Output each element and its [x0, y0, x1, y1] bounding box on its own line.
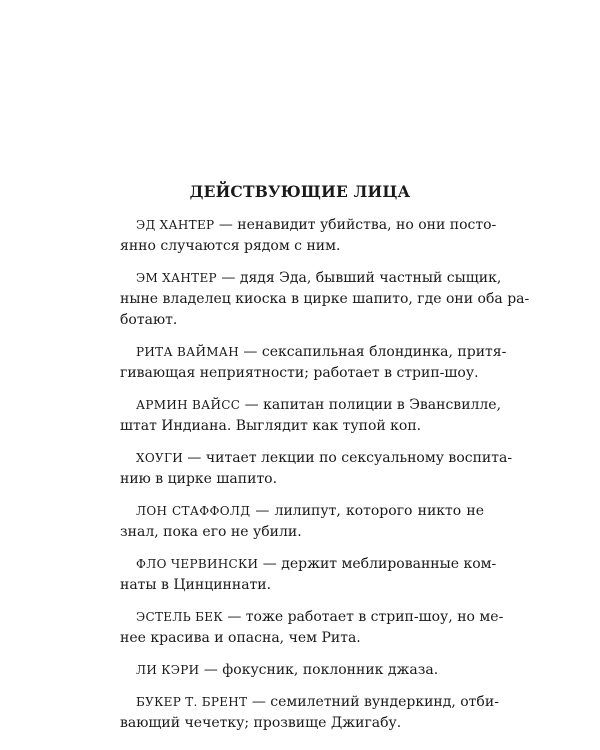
- character-description: ныне владелец киоска в цирке шапито, где они оба ра-: [120, 291, 530, 307]
- character-name: ЭСТЕЛЬ БЕК: [136, 610, 223, 624]
- character-description: наты в Цинциннати.: [120, 577, 272, 593]
- character-description: янно случаются рядом с ним.: [120, 238, 341, 254]
- character-entry: [120, 342, 507, 384]
- character-name: БУКЕР Т. БРЕНТ: [136, 695, 248, 709]
- character-description: — фокусник, поклонник джаза.: [199, 662, 439, 678]
- page-title: ДЕЙСТВУЮЩИЕ ЛИЦА: [189, 182, 411, 201]
- character-name: ЭМ ХАНТЕР: [136, 271, 217, 285]
- character-description: — дядя Эда, бывший частный сыщик,: [216, 270, 502, 286]
- character-entry: [120, 215, 497, 257]
- character-description: нию в цирке шапито.: [120, 471, 278, 487]
- character-description: штат Индиана. Выглядит как тупой коп.: [120, 418, 422, 434]
- character-list: [120, 215, 530, 745]
- character-entry: [120, 501, 484, 543]
- character-entry: [120, 395, 502, 437]
- character-description: — лилипут, которого никто не: [250, 503, 484, 519]
- character-description: — тоже работает в стрип-шоу, но ме-: [222, 609, 504, 625]
- character-entry: [120, 692, 499, 734]
- character-entry: [120, 448, 513, 490]
- character-name: РИТА ВАЙМАН: [136, 345, 239, 359]
- character-description: вающий чечетку; прозвище Джигабу.: [120, 715, 402, 731]
- character-description: — ненавидит убийства, но они посто-: [214, 217, 497, 233]
- character-name: ЛОН СТАФФОЛД: [136, 504, 251, 518]
- character-description: — держит меблированные ком-: [258, 556, 497, 572]
- character-description: — сексапильная блондинка, притя-: [238, 344, 507, 360]
- character-entry: [120, 268, 530, 331]
- character-description: знал, пока его не убили.: [120, 524, 302, 540]
- character-name: ФЛО ЧЕРВИНСКИ: [136, 557, 259, 571]
- character-entry: [120, 554, 497, 596]
- character-description: нее красива и опасна, чем Рита.: [120, 630, 361, 646]
- character-entry: [120, 660, 484, 681]
- character-name: ЛИ КЭРИ: [136, 663, 200, 677]
- character-name: ЭД ХАНТЕР: [136, 218, 215, 232]
- character-description: — семилетний вундеркинд, отби-: [247, 694, 499, 710]
- character-description: — читает лекции по сексуальному воспита-: [182, 450, 513, 466]
- character-description: гивающая неприятности; работает в стрип-шоу.: [120, 365, 479, 381]
- character-name: АРМИН ВАЙСС: [136, 398, 241, 412]
- character-description: — капитан полиции в Эвансвилле,: [240, 397, 502, 413]
- character-entry: [120, 607, 504, 649]
- character-description: ботают.: [120, 312, 178, 328]
- character-name: ХОУГИ: [136, 451, 183, 465]
